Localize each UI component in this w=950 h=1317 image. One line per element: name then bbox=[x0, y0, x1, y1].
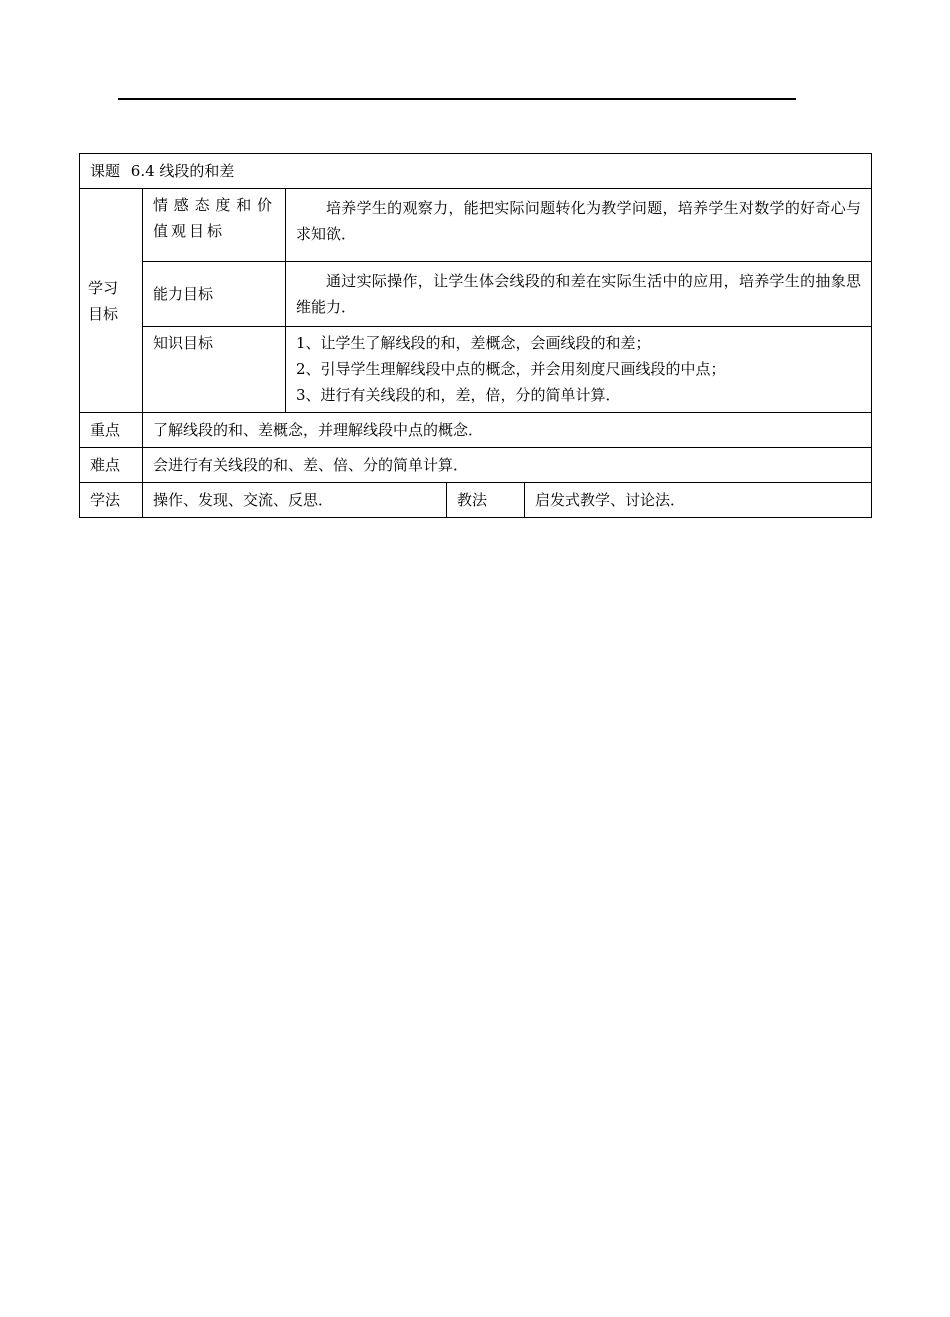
objective-name-knowledge: 知识目标 bbox=[143, 327, 286, 413]
knowledge-item: 1、让学生了解线段的和，差概念，会画线段的和差； bbox=[296, 334, 651, 352]
objective-content-attitude: 培养学生的观察力，能把实际问题转化为教学问题，培养学生对数学的好奇心与求知欲． bbox=[286, 189, 872, 262]
objectives-label: 学习目标 bbox=[88, 278, 119, 323]
lesson-plan-table bbox=[79, 153, 872, 518]
teach-method-content: 启发式教学、讨论法． bbox=[525, 483, 872, 518]
objective-content-ability: 通过实际操作，让学生体会线段的和差在实际生活中的应用，培养学生的抽象思维能力． bbox=[286, 262, 872, 327]
lesson-title-label: 课题 bbox=[90, 162, 121, 180]
teach-method-label: 教法 bbox=[447, 483, 525, 518]
difficulty-row bbox=[80, 448, 872, 483]
objective-row-attitude bbox=[80, 189, 872, 262]
difficulty-label: 难点 bbox=[80, 448, 143, 483]
study-method-content: 操作、发现、交流、反思． bbox=[143, 483, 447, 518]
methods-row bbox=[80, 483, 872, 518]
objectives-label-cell bbox=[80, 189, 143, 413]
objective-content-knowledge bbox=[286, 327, 872, 413]
key-point-content: 了解线段的和、差概念，并理解线段中点的概念． bbox=[143, 413, 872, 448]
objective-row-ability bbox=[80, 262, 872, 327]
key-point-row bbox=[80, 413, 872, 448]
knowledge-item: 3、进行有关线段的和，差，倍，分的简单计算． bbox=[296, 386, 621, 404]
study-method-label: 学法 bbox=[80, 483, 143, 518]
objective-name-attitude: 情感态度和价值观目标 bbox=[143, 189, 286, 262]
lesson-title-text: 6.4 线段的和差 bbox=[130, 162, 235, 180]
lesson-title-cell bbox=[80, 154, 872, 189]
knowledge-item: 2、引导学生理解线段中点的概念，并会用刻度尺画线段的中点； bbox=[296, 360, 726, 378]
difficulty-content: 会进行有关线段的和、差、倍、分的简单计算． bbox=[143, 448, 872, 483]
key-point-label: 重点 bbox=[80, 413, 143, 448]
title-row bbox=[80, 154, 872, 189]
header-rule bbox=[118, 98, 796, 100]
objective-row-knowledge bbox=[80, 327, 872, 413]
objective-name-ability: 能力目标 bbox=[143, 262, 286, 327]
